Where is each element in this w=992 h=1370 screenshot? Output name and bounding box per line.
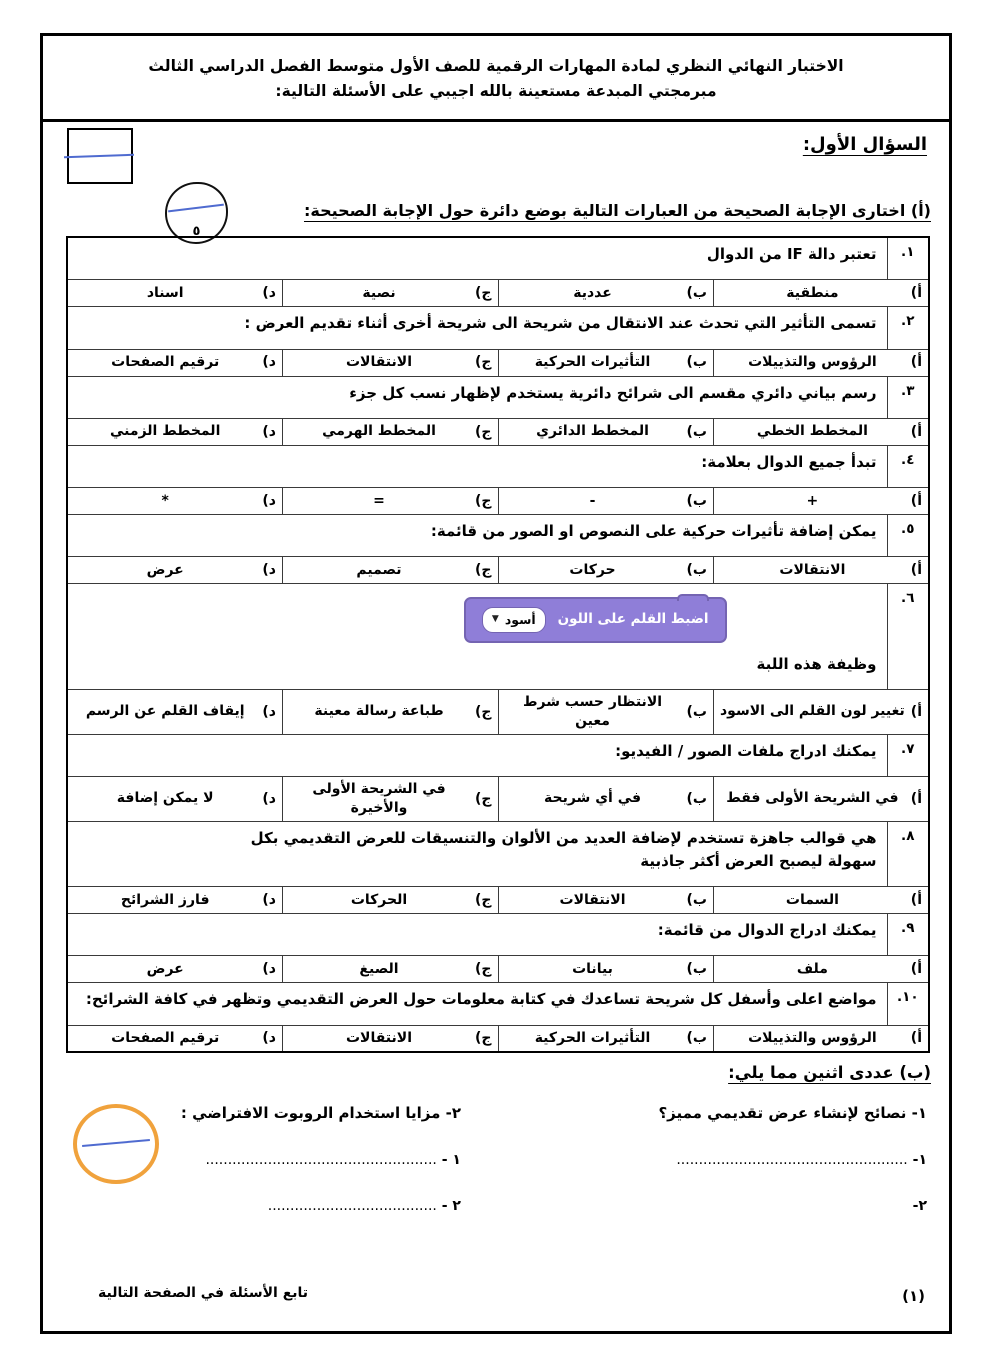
question-number: ٢.	[887, 307, 929, 349]
option-text: في الشريحة الأولى فقط	[726, 790, 899, 807]
option-text: الانتظار حسب شرط معين	[522, 693, 663, 729]
option-letter: ب)	[686, 354, 707, 371]
option-letter: أ)	[910, 1030, 922, 1047]
question-text: تعتبر دالة IF من الدوال	[67, 237, 887, 280]
question-mark-value: ٥	[192, 224, 201, 239]
option-letter: د)	[262, 423, 276, 440]
option-cell-a	[714, 776, 930, 821]
option-letter: أ)	[910, 961, 922, 978]
option-cell-a	[714, 689, 930, 734]
option-text: لا يمكن إضافة	[116, 790, 214, 807]
answer-number: ٢ -	[441, 1198, 461, 1215]
option-cell-c	[283, 956, 499, 983]
question-text: رسم بياني دائري مقسم الى شرائح دائرية يستخدم لإظهار نسب كل جزء	[67, 376, 887, 418]
scratch-pen-block	[464, 597, 727, 642]
option-text: +	[806, 492, 819, 509]
option-cell-a	[714, 887, 930, 914]
question-number: ٨.	[887, 821, 929, 887]
page-content	[43, 134, 949, 1214]
option-letter: ب)	[686, 892, 707, 909]
question-options-row	[67, 956, 929, 983]
option-cell-d	[67, 557, 283, 584]
part-b-prompt: ١- نصائح لإنشاء عرض تقديمي مميز؟	[658, 1104, 927, 1123]
question-options-row	[67, 689, 929, 734]
option-cell-a	[714, 557, 930, 584]
option-cell-a	[714, 280, 930, 307]
question-number: ٦.	[887, 584, 929, 690]
option-text: ترقيم الصفحات	[111, 1029, 220, 1046]
option-cell-c	[283, 349, 499, 376]
option-letter: د)	[262, 703, 276, 720]
option-cell-d	[67, 956, 283, 983]
dropdown-arrow-icon: ▼	[491, 613, 499, 624]
option-text: المخطط الخطي	[756, 423, 868, 440]
option-cell-a	[714, 488, 930, 515]
option-letter: أ)	[910, 492, 922, 509]
option-text: في الشريحة الأولى والأخيرة	[312, 780, 446, 816]
option-text: عرض	[146, 960, 184, 977]
option-text: ملف	[796, 960, 828, 977]
option-letter: أ)	[910, 790, 922, 807]
question-row	[67, 734, 929, 776]
option-text: اسناد	[146, 284, 184, 301]
option-cell-d	[67, 776, 283, 821]
option-cell-d	[67, 1025, 283, 1052]
option-letter: ب)	[686, 423, 707, 440]
questions-table-body	[67, 237, 929, 1052]
option-cell-a	[714, 349, 930, 376]
question-row	[67, 983, 929, 1025]
part-b-item-1	[531, 1104, 933, 1214]
option-cell-b	[498, 887, 714, 914]
option-text: عرض	[146, 561, 184, 578]
option-text: إيقاف القلم عن الرسم	[85, 703, 245, 720]
question-row	[67, 515, 929, 557]
option-cell-b	[498, 557, 714, 584]
option-letter: ج)	[475, 1030, 492, 1047]
option-letter: ج)	[475, 562, 492, 579]
option-letter: ب)	[686, 703, 707, 720]
option-letter: أ)	[910, 703, 922, 720]
answer-number: ١-	[912, 1152, 927, 1169]
question-number: ٩.	[887, 914, 929, 956]
part-b-title-text: (ب) عددى اثنين مما يلي:	[728, 1063, 931, 1083]
option-cell-d	[67, 488, 283, 515]
answer-line	[59, 1152, 461, 1168]
question-row	[67, 445, 929, 487]
footer-note: تابع الأسئلة في الصفحة التالية	[98, 1285, 309, 1301]
question-row	[67, 821, 929, 887]
option-text: التأثيرات الحركية	[534, 1029, 651, 1046]
option-letter: د)	[262, 492, 276, 509]
question-text: مواضع اعلى وأسفل كل شريحة تساعدك في كتابة معلومات حول العرض التقديمي وتظهر في كافة الشرائح:	[67, 983, 887, 1025]
option-letter: ج)	[475, 961, 492, 978]
option-text: حركات	[569, 561, 616, 578]
option-text: بيانات	[572, 960, 613, 977]
question-row	[67, 307, 929, 349]
question-text: تبدأ جميع الدوال بعلامة:	[67, 445, 887, 487]
option-cell-c	[283, 280, 499, 307]
option-cell-b	[498, 956, 714, 983]
answer-line	[531, 1198, 927, 1214]
question-options-row	[67, 418, 929, 445]
question-text: وظيفة هذه اللبة	[756, 654, 877, 673]
option-letter: أ)	[910, 892, 922, 909]
option-cell-d	[67, 887, 283, 914]
option-text: الانتقالات	[779, 561, 846, 578]
answer-number: ١ -	[441, 1152, 461, 1169]
question-number: ١.	[887, 237, 929, 280]
option-text: تغيير لون القلم الى الاسود	[720, 703, 905, 720]
option-letter: ب)	[686, 961, 707, 978]
option-cell-b	[498, 776, 714, 821]
option-letter: ج)	[475, 354, 492, 371]
question-row	[67, 584, 929, 690]
scratch-block-label: اضبط القلم على اللون	[557, 611, 709, 628]
option-letter: أ)	[910, 354, 922, 371]
option-text: طباعة رسالة معينة	[314, 703, 444, 720]
option-text: الحركات	[350, 891, 408, 908]
answer-number: ٢-	[912, 1198, 927, 1215]
option-cell-c	[283, 1025, 499, 1052]
option-text: الرؤوس والتذييلات	[748, 354, 877, 371]
question-row	[67, 237, 929, 280]
option-cell-b	[498, 689, 714, 734]
part-b-columns	[59, 1104, 933, 1214]
answer-line	[531, 1152, 927, 1168]
option-letter: أ)	[910, 285, 922, 302]
option-cell-b	[498, 280, 714, 307]
part-b-title	[59, 1063, 933, 1082]
option-cell-d	[67, 280, 283, 307]
option-cell-c	[283, 418, 499, 445]
option-text: الرؤوس والتذييلات	[748, 1029, 877, 1046]
question-options-row	[67, 488, 929, 515]
option-text: عددية	[573, 284, 612, 301]
option-letter: د)	[262, 1030, 276, 1047]
option-letter: ج)	[475, 790, 492, 807]
scratch-block-wrap	[78, 597, 727, 642]
option-cell-d	[67, 418, 283, 445]
option-cell-c	[283, 689, 499, 734]
scratch-color-dropdown	[482, 607, 546, 632]
question-text: يمكنك ادراج الدوال من قائمة:	[67, 914, 887, 956]
option-letter: د)	[262, 892, 276, 909]
option-cell-d	[67, 689, 283, 734]
option-letter: ب)	[686, 285, 707, 302]
part-a-instruction	[59, 201, 933, 220]
option-cell-a	[714, 1025, 930, 1052]
option-text: الانتقالات	[559, 891, 626, 908]
exam-header	[43, 36, 949, 122]
option-letter: د)	[262, 354, 276, 371]
option-cell-c	[283, 557, 499, 584]
question-number: ٣.	[887, 376, 929, 418]
exam-title: الاختبار النهائي النظري لمادة المهارات الرقمية للصف الأول متوسط الفصل الدراسي الثالث	[148, 57, 844, 75]
option-cell-a	[714, 956, 930, 983]
option-letter: ج)	[475, 892, 492, 909]
option-text: =	[373, 492, 385, 509]
question-options-row	[67, 1025, 929, 1052]
question-options-row	[67, 557, 929, 584]
question-text: يمكنك ادراج ملفات الصور / الفيديو:	[67, 734, 887, 776]
option-text: تصميم	[356, 561, 402, 578]
question-one-title	[59, 134, 933, 155]
option-text: ترقيم الصفحات	[111, 354, 220, 371]
option-cell-b	[498, 1025, 714, 1052]
option-letter: ب)	[686, 790, 707, 807]
option-letter: ب)	[686, 492, 707, 509]
question-options-row	[67, 349, 929, 376]
dropdown-value: أسود	[504, 612, 536, 628]
question-number: ١٠.	[887, 983, 929, 1025]
option-text: الصيغ	[359, 960, 399, 977]
question-body	[67, 584, 887, 690]
option-cell-b	[498, 418, 714, 445]
option-letter: د)	[262, 790, 276, 807]
page-frame	[40, 33, 952, 1334]
question-text: تسمى التأثير التي تحدث عند الانتقال من شريحة الى شريحة أخرى أثناء تقديم العرض :	[67, 307, 887, 349]
option-letter: أ)	[910, 423, 922, 440]
option-text: المخطط الدائري	[536, 423, 649, 440]
answer-line	[59, 1198, 461, 1214]
option-letter: أ)	[910, 562, 922, 579]
question-number: ٤.	[887, 445, 929, 487]
option-text: الانتقالات	[345, 354, 413, 371]
option-text: المخطط الهرمي	[322, 423, 436, 440]
option-cell-b	[498, 488, 714, 515]
option-text: فارز الشرائح	[120, 891, 210, 908]
part-b-item-2	[59, 1104, 531, 1214]
question-row	[67, 376, 929, 418]
question-options-row	[67, 776, 929, 821]
question-row	[67, 914, 929, 956]
option-letter: ج)	[475, 492, 492, 509]
mcq-table	[66, 236, 930, 1053]
option-text: منطقية	[786, 284, 839, 301]
option-text: السمات	[785, 891, 839, 908]
option-cell-c	[283, 887, 499, 914]
question-options-row	[67, 887, 929, 914]
answer-dots: ....................................................	[205, 1152, 437, 1169]
option-letter: ج)	[475, 285, 492, 302]
option-cell-c	[283, 488, 499, 515]
part-b-prompt: ٢- مزايا استخدام الروبوت الافتراضي :	[180, 1104, 461, 1123]
question-number: ٧.	[887, 734, 929, 776]
question-text: يمكن إضافة تأثيرات حركية على النصوص او الصور من قائمة:	[67, 515, 887, 557]
option-text: المخطط الزمني	[110, 423, 221, 440]
answer-dots: ......................................	[267, 1198, 437, 1215]
option-text: التأثيرات الحركية	[534, 354, 651, 371]
option-cell-c	[283, 776, 499, 821]
option-cell-b	[498, 349, 714, 376]
answer-dots: ....................................................	[676, 1152, 908, 1169]
option-letter: ج)	[475, 423, 492, 440]
option-text: -	[589, 492, 596, 509]
option-text: الانتقالات	[345, 1029, 413, 1046]
option-letter: د)	[262, 961, 276, 978]
option-letter: ب)	[686, 562, 707, 579]
question-one-title-text: السؤال الأول:	[802, 134, 927, 155]
option-text: *	[161, 492, 169, 509]
question-text: هي قوالب جاهزة تستخدم لإضافة العديد من الألوان والتنسيقات للعرض التقديمي بكل سهولة ليصبح العرض أكثر جاذبية	[67, 821, 887, 887]
exam-subtitle: مبرمجتي المبدعة مستعينة بالله اجيبي على الأسئلة التالية:	[275, 82, 717, 100]
option-letter: د)	[262, 562, 276, 579]
option-letter: د)	[262, 285, 276, 302]
question-number: ٥.	[887, 515, 929, 557]
option-text: في أي شريحة	[544, 790, 642, 807]
option-letter: ج)	[475, 703, 492, 720]
option-cell-d	[67, 349, 283, 376]
option-cell-a	[714, 418, 930, 445]
option-text: نصية	[362, 284, 396, 301]
page-number: (١)	[902, 1287, 925, 1305]
part-a-instruction-text: (أ) اختارى الإجابة الصحيحة من العبارات التالية بوضع دائرة حول الإجابة الصحيحة:	[303, 201, 931, 220]
option-letter: ب)	[686, 1030, 707, 1047]
question-options-row	[67, 280, 929, 307]
